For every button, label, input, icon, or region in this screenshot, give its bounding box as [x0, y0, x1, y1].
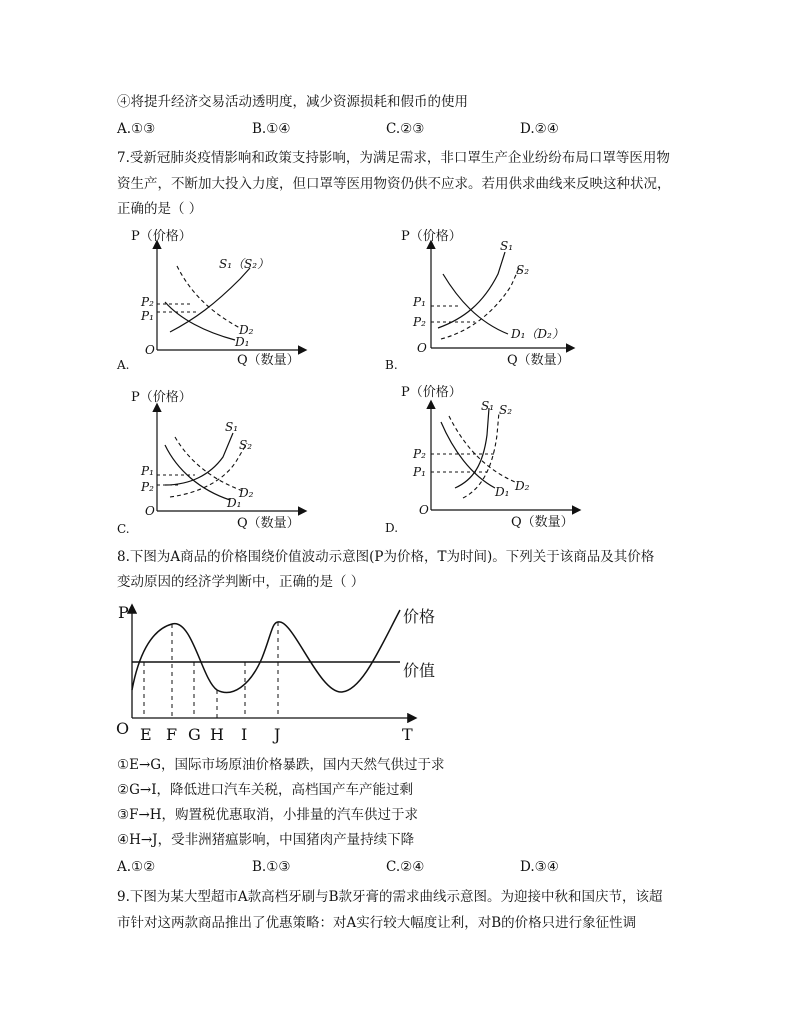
demand-label: D₁（D₂）: [511, 327, 564, 341]
supply-label-s2: S₂: [239, 438, 253, 452]
supply-label-s2: S₂: [516, 263, 530, 277]
q9-stem-line-1: 9.下图为某大型超市A款高档牙刷与B款牙膏的需求曲线示意图。为迎接中秋和国庆节，该超: [117, 889, 663, 905]
q6-option-a: A.①③: [117, 121, 156, 137]
q7-graph-d: [383, 380, 593, 537]
supply-label-s1: S₁: [481, 399, 495, 413]
demand-curve-d1: [165, 445, 230, 500]
y-axis-label: P（价格）: [131, 390, 192, 405]
q7-stem-line-3: 正确的是（ ）: [117, 201, 203, 217]
q8-option-c: C.②④: [386, 859, 425, 875]
supply-curve-s2: [463, 412, 499, 498]
demand-label-d1: D₁: [495, 485, 510, 499]
tick-j: J: [274, 725, 281, 744]
supply-curve-s1: [165, 433, 233, 485]
supply-curve-s1: [170, 268, 250, 332]
q8-option-a: A.①②: [117, 859, 156, 875]
q8-option-b: B.①③: [252, 859, 291, 875]
price-label-p1: P₁: [141, 464, 154, 478]
tick-guides: [144, 622, 278, 718]
origin-label: O: [145, 343, 155, 357]
q8-price-value-graph: [110, 598, 450, 748]
tick-f: F: [166, 725, 178, 744]
supply-curve-s2: [441, 268, 519, 339]
q8-item-3: ③F→H，购置税优惠取消，小排量的汽车供过于求: [117, 807, 419, 823]
price-label-p2: P₂: [413, 447, 426, 461]
tick-e: E: [140, 725, 152, 744]
demand-curve-d1: [165, 302, 235, 340]
demand-label-d2: D₂: [239, 486, 254, 500]
q7-graph-a: [115, 224, 315, 374]
q8-item-4: ④H→J，受非洲猪瘟影响，中国猪肉产量持续下降: [117, 832, 415, 848]
x-axis-label: Q（数量）: [237, 353, 300, 368]
tick-g: G: [188, 725, 201, 744]
y-axis-label: P: [118, 603, 129, 622]
demand-label-d2: D₂: [515, 479, 530, 493]
q9-stem-line-2: 市针对这两款商品推出了优惠策略：对A实行较大幅度让利，对B的价格只进行象征性调: [117, 915, 637, 931]
tick-i: I: [241, 725, 248, 744]
demand-label-d1: D₁: [227, 496, 242, 510]
option-label-d: D.: [385, 521, 399, 535]
supply-label-s1: S₁: [225, 420, 239, 434]
q6-option-c: C.②③: [386, 121, 425, 137]
demand-label-d2: D₂: [239, 323, 254, 337]
origin-label: O: [417, 341, 427, 355]
option-label-c: C.: [117, 522, 130, 536]
q7-graph-b: [383, 224, 583, 374]
demand-label-d1: D₁: [235, 335, 250, 349]
demand-curve-d2: [177, 266, 240, 328]
price-label-p2: P₂: [141, 295, 154, 309]
demand-curve: [443, 274, 508, 334]
q6-option-d: D.②④: [520, 121, 559, 137]
q8-stem-line-2: 变动原因的经济学判断中，正确的是（ ）: [117, 574, 365, 590]
supply-curve-s1: [455, 408, 489, 488]
x-axis-label: Q（数量）: [511, 515, 574, 530]
origin-label: O: [419, 503, 429, 517]
tick-h: H: [210, 725, 224, 744]
origin-label: O: [145, 504, 155, 518]
q8-stem-line-1: 8.下图为A商品的价格围绕价值波动示意图(P为价格，T为时间)。下列关于该商品及其价格: [117, 549, 655, 565]
q7-graph-c: [115, 385, 315, 537]
origin-label: O: [116, 719, 130, 738]
q7-stem-line-2: 资生产，不断加大投入力度，但口罩等医用物资仍供不应求。若用供求曲线来反映这种状况，: [117, 176, 671, 192]
price-label: 价格: [403, 607, 436, 626]
price-label-p1: P₁: [141, 309, 154, 323]
price-label-p2: P₂: [413, 315, 426, 329]
q6-option-b: B.①④: [252, 121, 291, 137]
value-label: 价值: [403, 661, 436, 680]
x-axis-label: Q（数量）: [507, 353, 570, 368]
supply-label-s2: S₂: [499, 403, 513, 417]
supply-label-s1: S₁: [500, 239, 514, 253]
q7-stem-line-1: 7.受新冠肺炎疫情影响和政策支持影响，为满足需求，非口罩生产企业纷纷布局口罩等医用物: [117, 150, 670, 166]
price-label-p1: P₁: [413, 465, 426, 479]
q8-option-d: D.③④: [520, 859, 559, 875]
y-axis-label: P（价格）: [401, 385, 462, 400]
supply-curve-s1: [438, 252, 505, 328]
option-label-b: B.: [385, 358, 398, 372]
y-axis-label: P（价格）: [401, 229, 462, 244]
q8-item-2: ②G→I，降低进口汽车关税，高档国产车产能过剩: [117, 782, 414, 798]
supply-label: S₁（S₂）: [219, 257, 270, 271]
x-axis-label: Q（数量）: [237, 516, 300, 531]
option-label-a: A.: [117, 358, 130, 372]
x-axis-label: T: [402, 725, 413, 744]
y-axis-label: P（价格）: [131, 229, 192, 244]
q8-item-1: ①E→G，国际市场原油价格暴跌，国内天然气供过于求: [117, 757, 445, 773]
q6-item-4: ④将提升经济交易活动透明度，减少资源损耗和假币的使用: [117, 94, 468, 110]
price-label-p2: P₂: [141, 480, 154, 494]
price-label-p1: P₁: [413, 295, 426, 309]
